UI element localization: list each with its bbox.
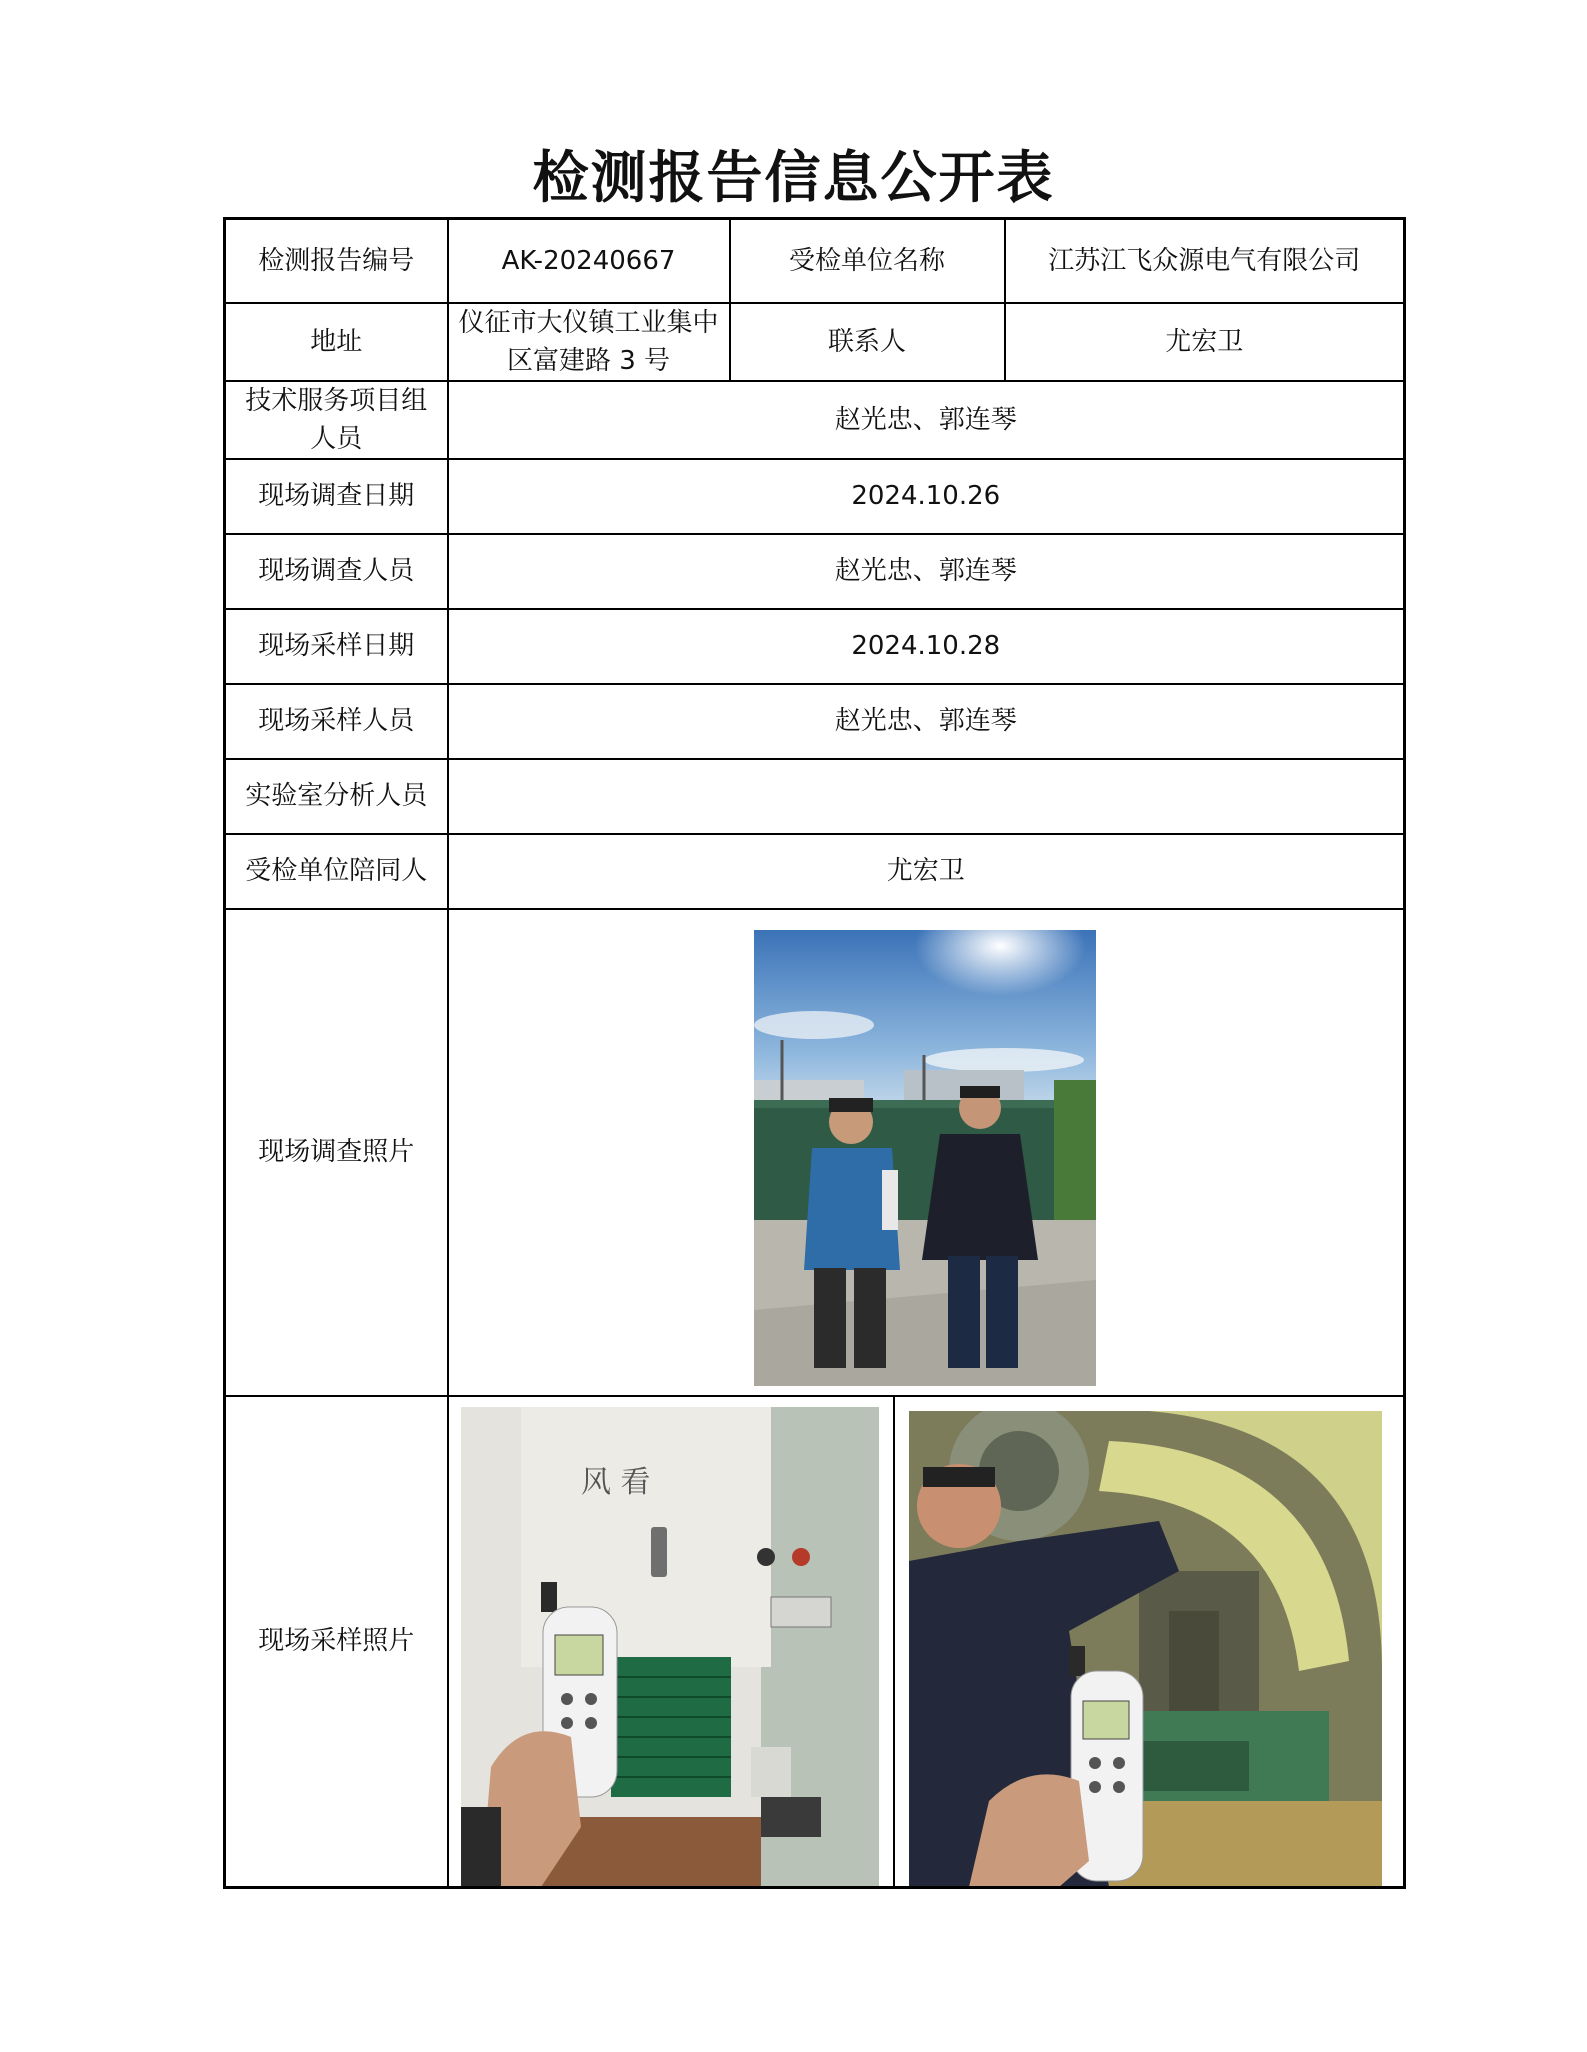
label-unit-name: 受检单位名称 [730,219,1005,303]
value-sampling-staff: 赵光忠、郭连琴 [448,684,1405,759]
sampling-photo-right-image [909,1411,1382,1887]
row-sampling-date [225,609,1405,684]
handwriting-text: 风 看 [580,1464,651,1500]
label-survey-photo: 现场调查照片 [225,909,448,1396]
row-sampling-staff [225,684,1405,759]
value-address: 仪征市大仪镇工业集中区富建路 3 号 [448,303,730,381]
survey-photo [754,930,1096,1386]
page-title: 检测报告信息公开表 [532,146,1055,211]
survey-photo-cell [448,909,1405,1396]
row-survey-date [225,459,1405,534]
value-survey-date: 2024.10.26 [448,459,1405,534]
sampling-photo-left [461,1407,879,1887]
label-contact: 联系人 [730,303,1005,381]
value-unit-name: 江苏江飞众源电气有限公司 [1005,219,1405,303]
value-sampling-date: 2024.10.28 [448,609,1405,684]
label-escort: 受检单位陪同人 [225,834,448,909]
row-tech-team [225,381,1405,459]
row-escort [225,834,1405,909]
value-lab-staff [448,759,1405,834]
value-escort: 尤宏卫 [448,834,1405,909]
label-lab-staff: 实验室分析人员 [225,759,448,834]
label-survey-staff: 现场调查人员 [225,534,448,609]
sampling-photo-right [909,1411,1382,1887]
value-survey-staff: 赵光忠、郭连琴 [448,534,1405,609]
row-survey-staff [225,534,1405,609]
row-address [225,303,1405,381]
label-sampling-date: 现场采样日期 [225,609,448,684]
survey-photo-image [754,930,1096,1386]
label-survey-date: 现场调查日期 [225,459,448,534]
value-contact: 尤宏卫 [1005,303,1405,381]
sampling-photo-left-image [461,1407,879,1887]
report-table [223,217,1406,1889]
photo-divider [893,1397,895,1888]
label-sampling-staff: 现场采样人员 [225,684,448,759]
row-lab-staff [225,759,1405,834]
label-address: 地址 [225,303,448,381]
sampling-photo-cell [448,1396,1405,1888]
value-tech-team: 赵光忠、郭连琴 [448,381,1405,459]
row-sampling-photo [225,1396,1405,1888]
value-report-no: AK-20240667 [448,219,730,303]
row-survey-photo [225,909,1405,1396]
label-report-no: 检测报告编号 [225,219,448,303]
row-report-no [225,219,1405,303]
label-tech-team: 技术服务项目组人员 [225,381,448,459]
label-sampling-photo: 现场采样照片 [225,1396,448,1888]
